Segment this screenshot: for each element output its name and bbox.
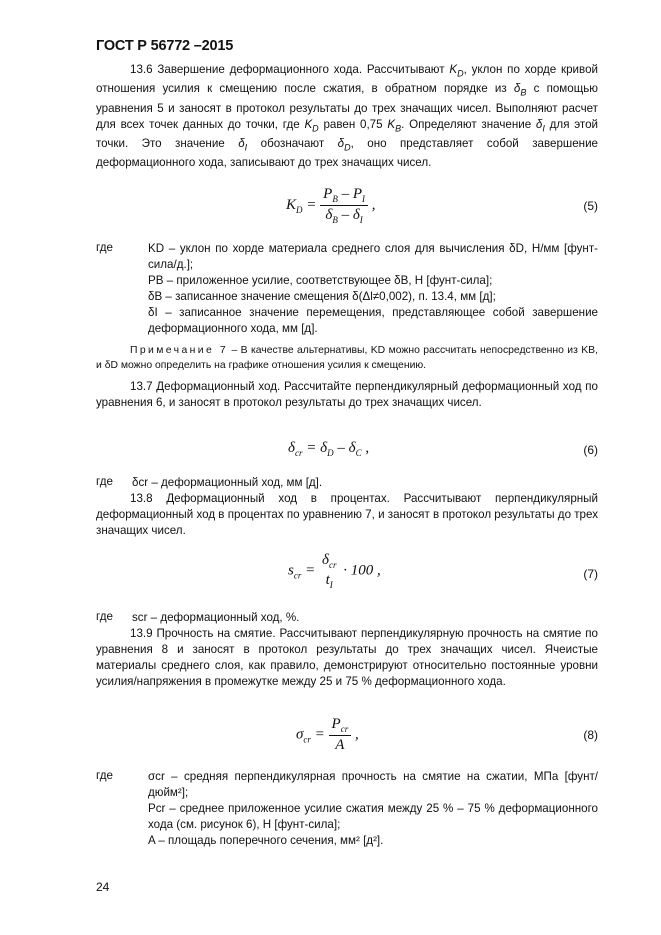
section-13-7-text: 13.7 Деформационный ход. Рассчитайте перпендикулярный деформационный ход по уравнения 6, и заносят в протокол результаты до трех значащих чисел. bbox=[96, 380, 598, 409]
equation-6: $\delta_{cr} = \delta_D - \delta_C$ , bbox=[288, 440, 370, 458]
def-di: δI – записанное значение перемещения, представляющее собой завершение деформационного хода, мм [д]. bbox=[148, 306, 598, 335]
def-scr: scr – деформационный ход, %. bbox=[132, 611, 300, 624]
section-13-7 bbox=[96, 379, 598, 411]
section-13-8-text: 13.8 Деформационный ход в процентах. Рассчитывают перпендикулярный деформационный ход в процентах по уравнению 7, и заносят в протокол результаты до трех значащих чисел. bbox=[96, 492, 598, 537]
section-13-8 bbox=[96, 491, 598, 539]
def-db: δB – записанное значение смещения δ(Δl≠0,002), п. 13.4, мм [д]; bbox=[148, 290, 496, 303]
note-7-text: – В качестве альтернативы, KD можно рассчитать непосредственно из KB, и δD можно определить на графике отношения усилия к смещению. bbox=[96, 345, 599, 371]
def-a: A – площадь поперечного сечения, мм² [д²]. bbox=[148, 834, 384, 847]
document-header: ГОСТ Р 56772 –2015 bbox=[96, 38, 234, 54]
def-sigma-cr: σcr – средняя перпендикулярная прочность на смятие на сжатии, МПа [фунт/дюйм²]; bbox=[148, 770, 598, 799]
equation-8: $\sigma_{cr}$ = $\frac{P_{cr}}{A}$ , bbox=[296, 716, 359, 753]
note-7 bbox=[96, 343, 598, 373]
where-label-7: где bbox=[96, 610, 113, 623]
def-dcr: δcr – деформационный ход, мм [д]. bbox=[132, 476, 323, 489]
equation-5-number: (5) bbox=[583, 199, 598, 213]
where-label-8: где bbox=[96, 769, 113, 782]
def-pb: PB – приложенное усилие, соответствующее δB, Н [фунт-сила]; bbox=[148, 274, 493, 287]
equation-7-number: (7) bbox=[583, 567, 598, 581]
page-number: 24 bbox=[96, 880, 110, 894]
where-label-6: где bbox=[96, 475, 113, 488]
definitions-5 bbox=[148, 241, 598, 337]
where-label-5: где bbox=[96, 241, 113, 254]
note-7-label: Примечание 7 bbox=[130, 345, 229, 356]
def-kd: KD – уклон по хорде материала среднего слоя для вычисления δD, Н/мм [фунт-сила/д.]; bbox=[148, 242, 598, 271]
equation-8-number: (8) bbox=[583, 728, 598, 742]
equation-6-number: (6) bbox=[583, 443, 598, 457]
section-13-9 bbox=[96, 626, 598, 690]
equation-5: $K_D$ = $\frac{P_B - P_I}{\delta_B - \delta_I}$ , bbox=[286, 186, 376, 225]
section-13-9-text: 13.9 Прочность на смятие. Рассчитывают перпендикулярную прочность на смятие по уравнения 8 и заносят в протокол результаты до трех значащих чисел. Ячеистые материалы среднего слоя, как правило, демонстрируют относительно постоянные уровни усилия/напряжения в промежутке между 25 и 75 % деформационного хода. bbox=[96, 627, 598, 688]
equation-7: $s_{cr}$ = $\delta_{cr}$ $t_I$ · 100 , bbox=[288, 552, 381, 590]
section-13-6: 13.6 Завершение деформационного хода. Рассчитывают $K_D$, уклон по хорде кривой отношения усилия к смещению после сжатия, в обратном порядке из $\delta_B$ с помощью уравнения 5 и заносят в протокол результаты до трех значащих чисел. Выполняют расчет для всех точек данных до точки, где $K_D$ равен 0,75 $K_B$. Определяют значение $\delta_I$ для этой точки. Это значение $\delta_I$ обозначают $\delta_D$, оно представляет собой завершение деформационного хода, записывают до трех значащих чисел. bbox=[96, 63, 599, 170]
definitions-8 bbox=[148, 769, 598, 849]
def-pcr: Pcr – среднее приложенное усилие сжатия между 25 % – 75 % деформационного хода (см. рисунок 6), Н [фунт-сила]; bbox=[148, 802, 598, 831]
